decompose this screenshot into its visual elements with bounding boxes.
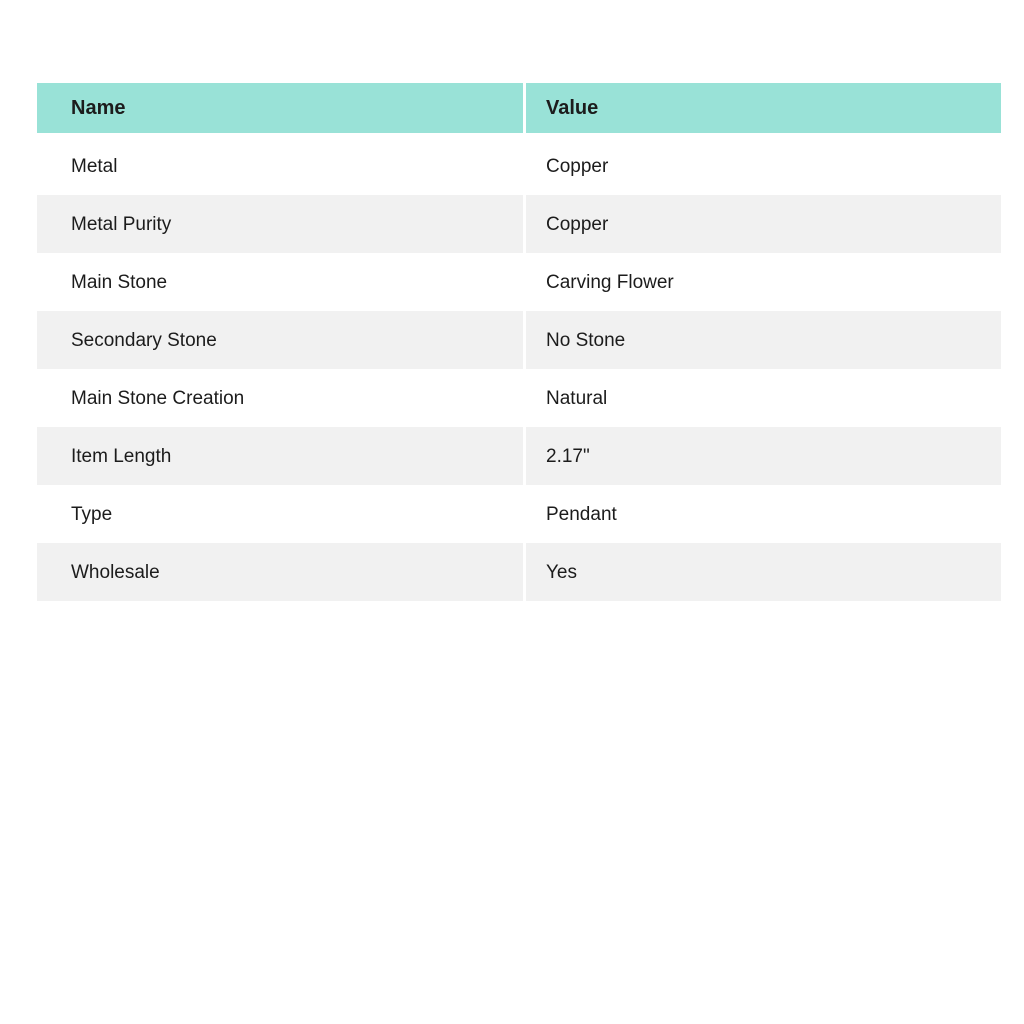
table-row [37, 427, 1001, 485]
attribute-value: 2.17" [526, 427, 1001, 485]
column-header-value: Value [526, 83, 1001, 133]
table-row [37, 543, 1001, 601]
table-row [37, 253, 1001, 311]
attribute-name: Item Length [37, 427, 523, 485]
attribute-name: Metal Purity [37, 195, 523, 253]
attribute-value: Yes [526, 543, 1001, 601]
attribute-name: Secondary Stone [37, 311, 523, 369]
column-header-name: Name [37, 83, 523, 133]
attribute-name: Main Stone Creation [37, 369, 523, 427]
attribute-value: Carving Flower [526, 253, 1001, 311]
attribute-name: Main Stone [37, 253, 523, 311]
attribute-name: Type [37, 485, 523, 543]
attribute-value: Copper [526, 137, 1001, 195]
table-header-row [37, 83, 1001, 133]
attribute-name: Metal [37, 137, 523, 195]
table-row [37, 311, 1001, 369]
attribute-value: Pendant [526, 485, 1001, 543]
table-row [37, 137, 1001, 195]
table-row [37, 485, 1001, 543]
attribute-value: No Stone [526, 311, 1001, 369]
attribute-name: Wholesale [37, 543, 523, 601]
attribute-value: Copper [526, 195, 1001, 253]
attribute-value: Natural [526, 369, 1001, 427]
table-row [37, 369, 1001, 427]
product-attributes-table [37, 83, 1001, 601]
table-row [37, 195, 1001, 253]
